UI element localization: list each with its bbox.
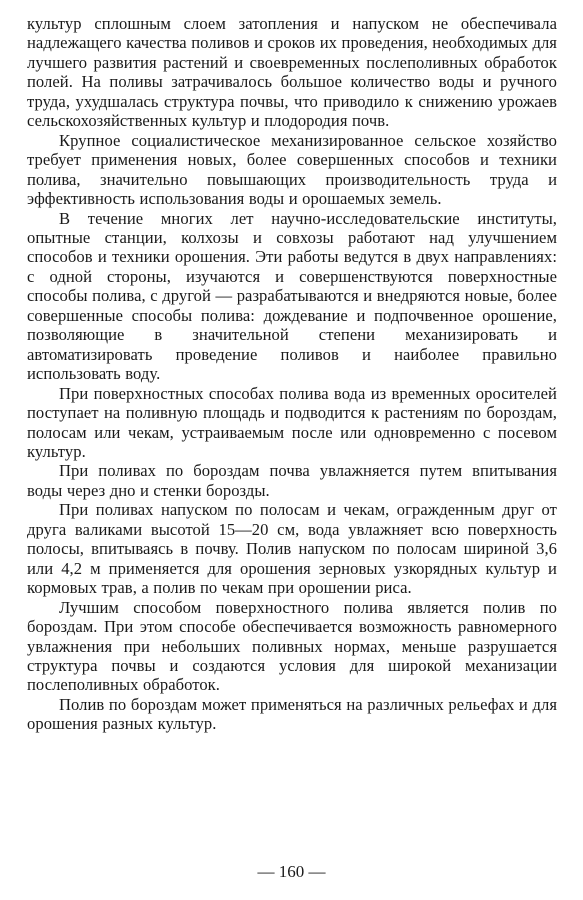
paragraph-6: При поливах напуском по полосам и чекам, огражденным друг от друга валиками высотой 15—20 см, вода увлажняет всю поверхность полосы, впитываясь в почву. Полив напуском по полосам шириной 3,6 или 4,2 м применяется для орошения зерновых узкорядных культур и кормовых трав, а полив по чекам при орошении риса.	[27, 500, 557, 598]
paragraph-5: При поливах по бороздам почва увлажняется путем впитывания воды через дно и стенки борозды.	[27, 461, 557, 500]
paragraph-8: Полив по бороздам может применяться на различных рельефах и для орошения разных культур.	[27, 694, 557, 734]
paragraph-2: Крупное социалистическое механизированное сельское хозяйство требует применения новых, более совершенных способов и техники полива, значительно повышающих производительность труда и эффективность использования воды и орошаемых земель.	[27, 130, 557, 209]
page-number: — 160 —	[257, 862, 326, 881]
paragraph-1: культур сплошным слоем затопления и напуском не обеспечивала надлежащего качества поливов и сроков их проведения, необходимых для лучшего развития растений и своевременных послеполивных обработок полей. На поливы затрачивалось большое количество воды и ручного труда, ухудшалась структура почвы, что приводило к снижению урожаев сельскохозяйственных культур и плодородия почв.	[27, 14, 557, 131]
page-body	[27, 14, 557, 734]
paragraph-7: Лучшим способом поверхностного полива является полив по бороздам. При этом способе обеспечивается возможность равномерного увлажнения при небольших поливных нормах, меньше разрушается структура почвы и создаются условия для широкой механизации послеполивных обработок.	[27, 597, 557, 695]
paragraph-4: При поверхностных способах полива вода из временных оросителей поступает на поливную площадь и подводится к растениям по бороздам, полосам или чекам, устраиваемым после или одновременно с посевом культур.	[27, 383, 557, 461]
paragraph-3: В течение многих лет научно-исследовательские институты, опытные станции, колхозы и совхозы работают над улучшением способов и техники орошения. Эти работы ведутся в двух направлениях: с одной стороны, изучаются и совершенствуются поверхностные способы полива, с другой — разрабатываются и внедряются новые, более совершенные способы полива: дождевание и подпочвенное орошение, позволяющие в значительной степени механизировать и автоматизировать проведение поливов и наиболее правильно использовать воду.	[27, 208, 557, 384]
